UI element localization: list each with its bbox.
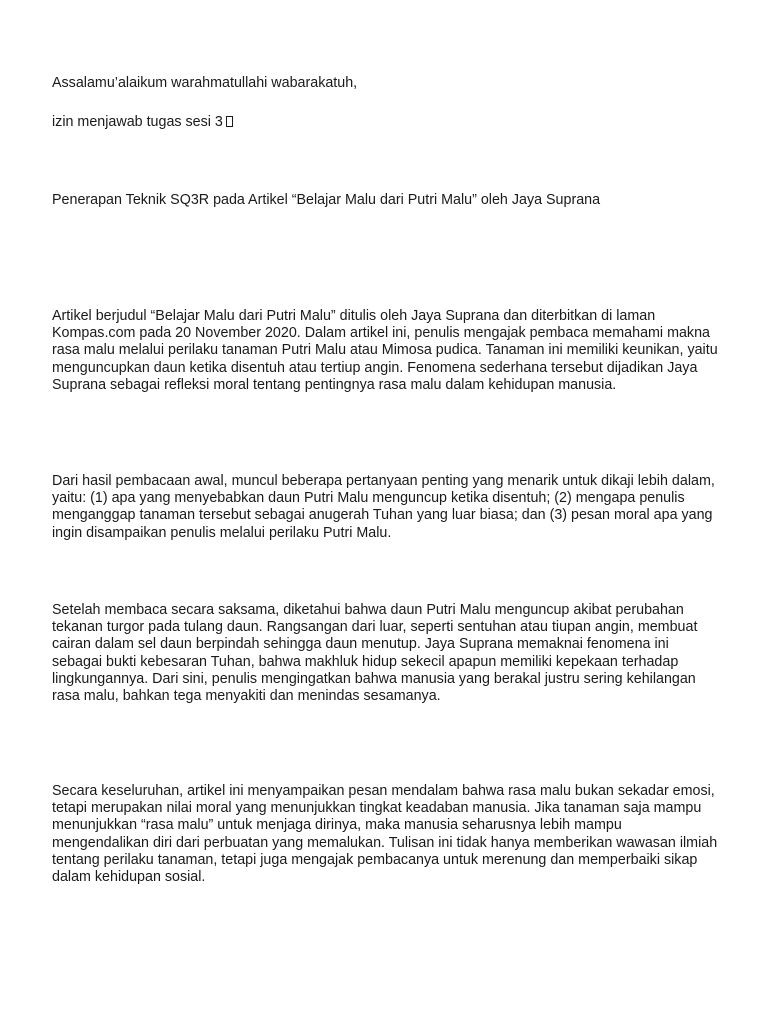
paragraph-question: Dari hasil pembacaan awal, muncul beberapa pertanyaan penting yang menarik untuk dikaji lebih dalam, yaitu: (1) apa yang menyebabkan daun Putri Malu menguncup ketika disentuh; (2) mengapa penulis menganggap tanaman tersebut sebagai anugerah Tuhan yang luar biasa; dan (3) pesan moral apa yang ingin disampaikan penulis melalui perilaku Putri Malu. — [52, 473, 715, 541]
intro-text: izin menjawab tugas sesi 3 — [52, 114, 223, 130]
paragraph-survey: Artikel berjudul “Belajar Malu dari Putri Malu” ditulis oleh Jaya Suprana dan diterbitkan di laman Kompas.com pada 20 November 2020. Dalam artikel ini, penulis mengajak pembaca memahami makna rasa malu melalui perilaku tanaman Putri Malu atau Mimosa pudica. Tanaman ini memiliki keunikan, yaitu menguncupkan daun ketika disentuh atau tertiup angin. Fenomena sederhana tersebut dijadikan Jaya Suprana sebagai refleksi moral tentang pentingnya rasa malu dalam kehidupan manusia. — [52, 308, 718, 393]
intro-line — [52, 114, 722, 131]
greeting-text: Assalamu’alaikum warahmatullahi wabarakatuh, — [52, 75, 358, 91]
article-title: Penerapan Teknik SQ3R pada Artikel “Belajar Malu dari Putri Malu” oleh Jaya Suprana — [52, 192, 601, 208]
missing-glyph-icon — [226, 116, 233, 127]
paragraph-read: Setelah membaca secara saksama, diketahui bahwa daun Putri Malu menguncup akibat perubahan tekanan turgor pada tulang daun. Rangsangan dari luar, seperti sentuhan atau tiupan angin, membuat cairan dalam sel daun berpindah sehingga daun menutup. Jaya Suprana memaknai fenomena ini sebagai bukti kebesaran Tuhan, bahwa makhluk hidup sekecil apapun memiliki kepekaan terhadap lingkungannya. Dari sini, penulis mengingatkan bahwa manusia yang berakal justru sering kehilangan rasa malu, bahkan tega menyakiti dan menindas sesamanya. — [52, 602, 698, 705]
paragraph-review: Secara keseluruhan, artikel ini menyampaikan pesan mendalam bahwa rasa malu bukan sekadar emosi, tetapi merupakan nilai moral yang menunjukkan tingkat keadaban manusia. Jika tanaman saja mampu menunjukkan “rasa malu” untuk menjaga dirinya, maka manusia seharusnya lebih mampu mengendalikan diri dari perbuatan yang memalukan. Tulisan ini tidak hanya memberikan wawasan ilmiah tentang perilaku tanaman, tetapi juga mengajak pembacanya untuk merenung dan memperbaiki sikap dalam kehidupan sosial. — [52, 783, 718, 886]
